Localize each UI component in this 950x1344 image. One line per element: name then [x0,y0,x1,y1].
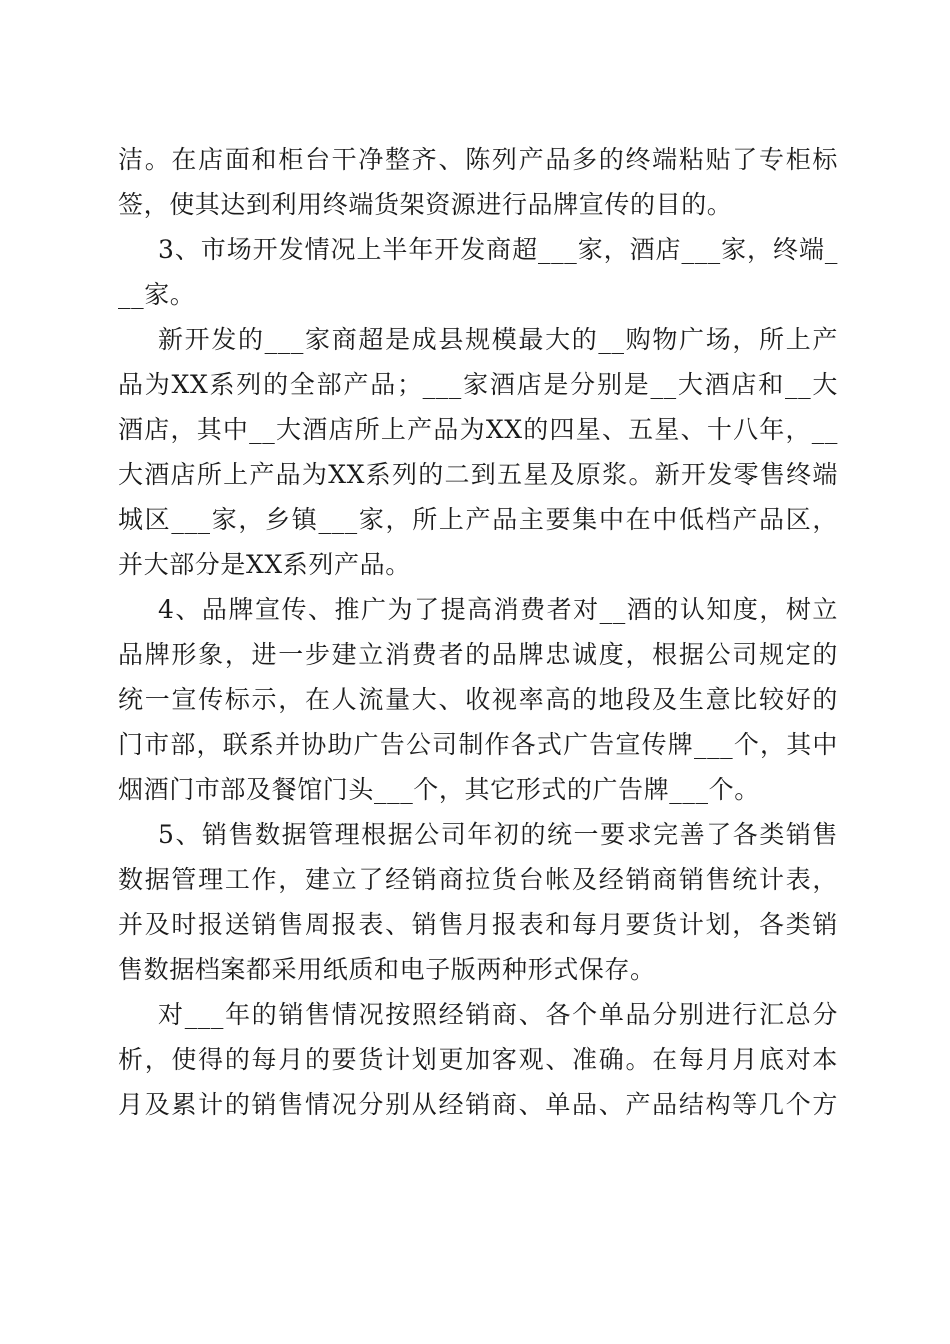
text-line-1: 洁。在店面和柜台干净整齐、陈列产品多的终端粘贴了专柜标 [118,145,838,174]
text-line-6: 品为XX系列的全部产品；___家酒店是分别是__大酒店和__大 [118,370,838,399]
text-line-10: 并大部分是XX系列产品。 [118,550,411,579]
text-line-22: 月及累计的销售情况分别从经销商、单品、产品结构等几个方 [118,1090,838,1119]
text-line-21: 析，使得的每月的要货计划更加客观、准确。在每月月底对本 [118,1045,838,1074]
text-line-2: 签，使其达到利用终端货架资源进行品牌宣传的目的。 [118,190,733,219]
text-line-9: 城区___家，乡镇___家，所上产品主要集中在中低档产品区， [118,505,838,534]
text-line-11: 4、品牌宣传、推广为了提高消费者对__酒的认知度，树立 [158,595,838,624]
text-line-17: 数据管理工作，建立了经销商拉货台帐及经销商销售统计表， [118,865,838,894]
text-line-12: 品牌形象，进一步建立消费者的品牌忠诚度，根据公司规定的 [118,640,838,669]
text-line-19: 售数据档案都采用纸质和电子版两种形式保存。 [118,955,656,984]
text-line-16: 5、销售数据管理根据公司年初的统一要求完善了各类销售 [158,820,838,849]
text-line-20: 对___年的销售情况按照经销商、各个单品分别进行汇总分 [158,1000,838,1029]
text-line-3: 3、市场开发情况上半年开发商超___家，酒店___家，终端_ [158,235,838,264]
text-line-7: 酒店，其中__大酒店所上产品为XX的四星、五星、十八年，__ [118,415,838,444]
text-line-13: 统一宣传标示，在人流量大、收视率高的地段及生意比较好的 [118,685,838,714]
text-line-15: 烟酒门市部及餐馆门头___个，其它形式的广告牌___个。 [118,775,760,804]
text-line-8: 大酒店所上产品为XX系列的二到五星及原浆。新开发零售终端 [118,460,838,489]
text-line-4: __家。 [118,280,196,309]
text-line-14: 门市部，联系并协助广告公司制作各式广告宣传牌___个，其中 [118,730,838,759]
text-line-18: 并及时报送销售周报表、销售月报表和每月要货计划，各类销 [118,910,838,939]
text-line-5: 新开发的___家商超是成县规模最大的__购物广场，所上产 [158,325,838,354]
